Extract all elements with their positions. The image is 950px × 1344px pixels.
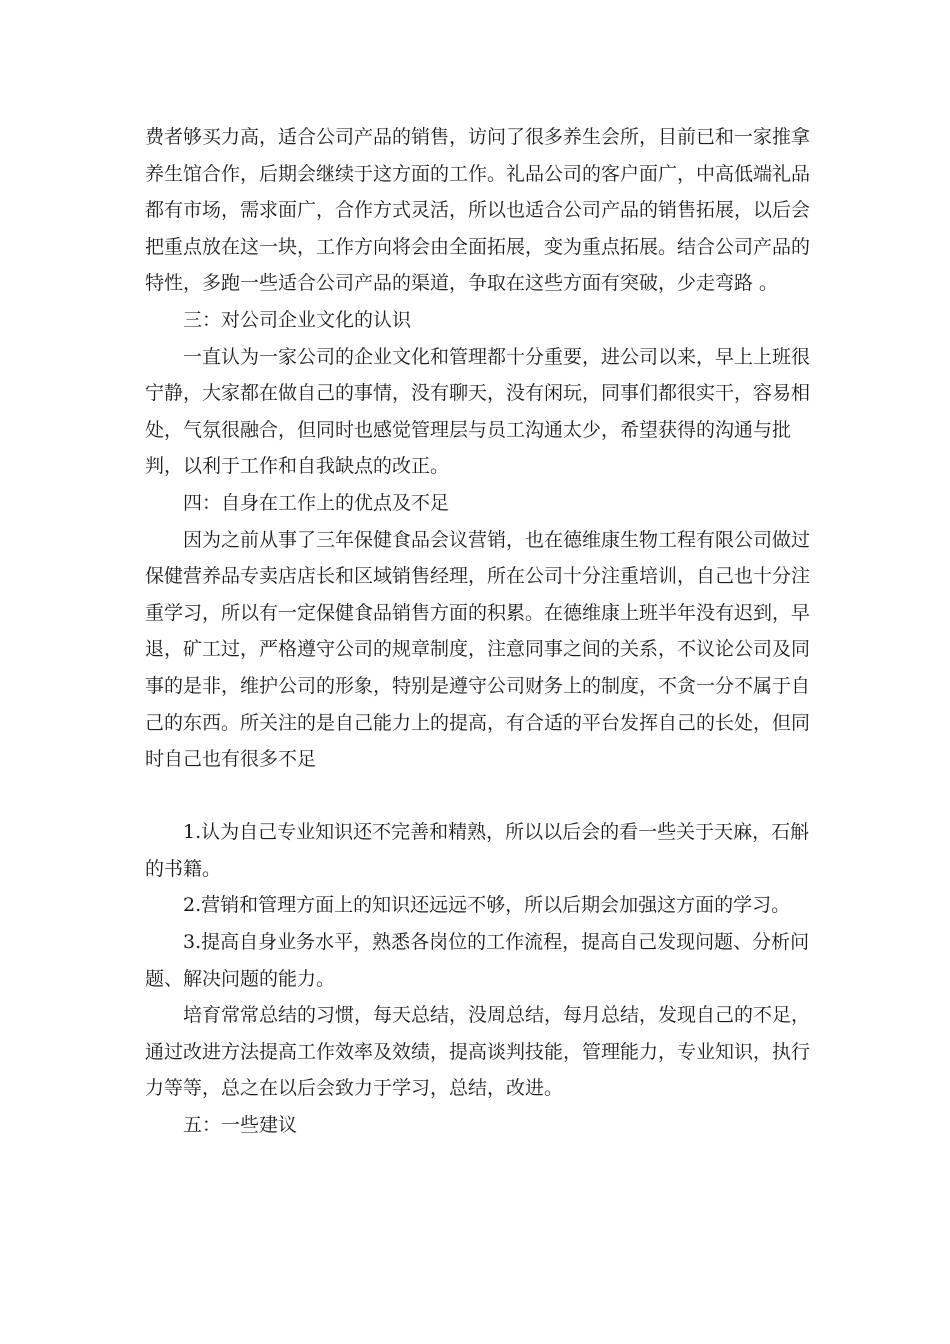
- list-item-2: 2.营销和管理方面上的知识还远远不够，所以后期会加强这方面的学习。: [183, 894, 791, 917]
- paragraph-sales-channels: 费者够买力高，适合公司产品的销售，访问了很多养生会所，目前已和一家推拿养生馆合作，后期会继续于这方面的工作。礼品公司的客户面广，中高低端礼品都有市场，需求面广，合作方式灵活，所以也适合公司产品的销售拓展，以后会把重点放在这一块，工作方向将会由全面拓展，变为重点拓展。结合公司产品的特性，多跑一些适合公司产品的渠道，争取在这些方面有突破，少走弯路 。: [145, 126, 811, 295]
- list-item-1: 1.认为自己专业知识还不完善和精熟，所以以后会的看一些关于天麻，石斛的书籍。: [145, 821, 810, 880]
- paragraph-strengths: 因为之前从事了三年保健食品会议营销，也在德维康生物工程有限公司做过保健营养品专卖店店长和区域销售经理，所在公司十分注重培训，自己也十分注重学习，所以有一定保健食品销售方面的积累。在德维康上班半年没有迟到，早退，矿工过，严格遵守公司的规章制度，注意同事之间的关系，不议论公司及同事的是非，维护公司的形象，特别是遵守公司财务上的制度，不贪一分不属于自己的东西。所关注的是自己能力上的提高，有合适的平台发挥自己的长处，但同时自己也有很多不足: [145, 528, 811, 771]
- paragraph-culture: 一直认为一家公司的企业文化和管理都十分重要，进公司以来，早上上班很宁静，大家都在做自己的事情，没有聊天，没有闲玩，同事们都很实干，容易相处，气氛很融合，但同时也感觉管理层与员工沟通太少，希望获得的沟通与批判，以利于工作和自我缺点的改正。: [145, 345, 811, 478]
- document-body: [145, 119, 825, 1144]
- list-item-3: 3.提高自身业务水平，熟悉各岗位的工作流程，提高自己发现问题、分析问题、解决问题的能力。: [145, 931, 810, 990]
- heading-section-3: 三：对公司企业文化的认识: [183, 308, 412, 331]
- paragraph-summary-habit: 培育常常总结的习惯，每天总结，没周总结，每月总结，发现自己的不足，通过改进方法提高工作效率及效绩，提高谈判技能，管理能力，专业知识，执行力等等，总之在以后会致力于学习，总结，改进。: [145, 1004, 811, 1100]
- heading-section-5: 五：一些建议: [183, 1114, 298, 1137]
- blank-line: [145, 778, 825, 815]
- heading-section-4: 四：自身在工作上的优点及不足: [183, 491, 450, 514]
